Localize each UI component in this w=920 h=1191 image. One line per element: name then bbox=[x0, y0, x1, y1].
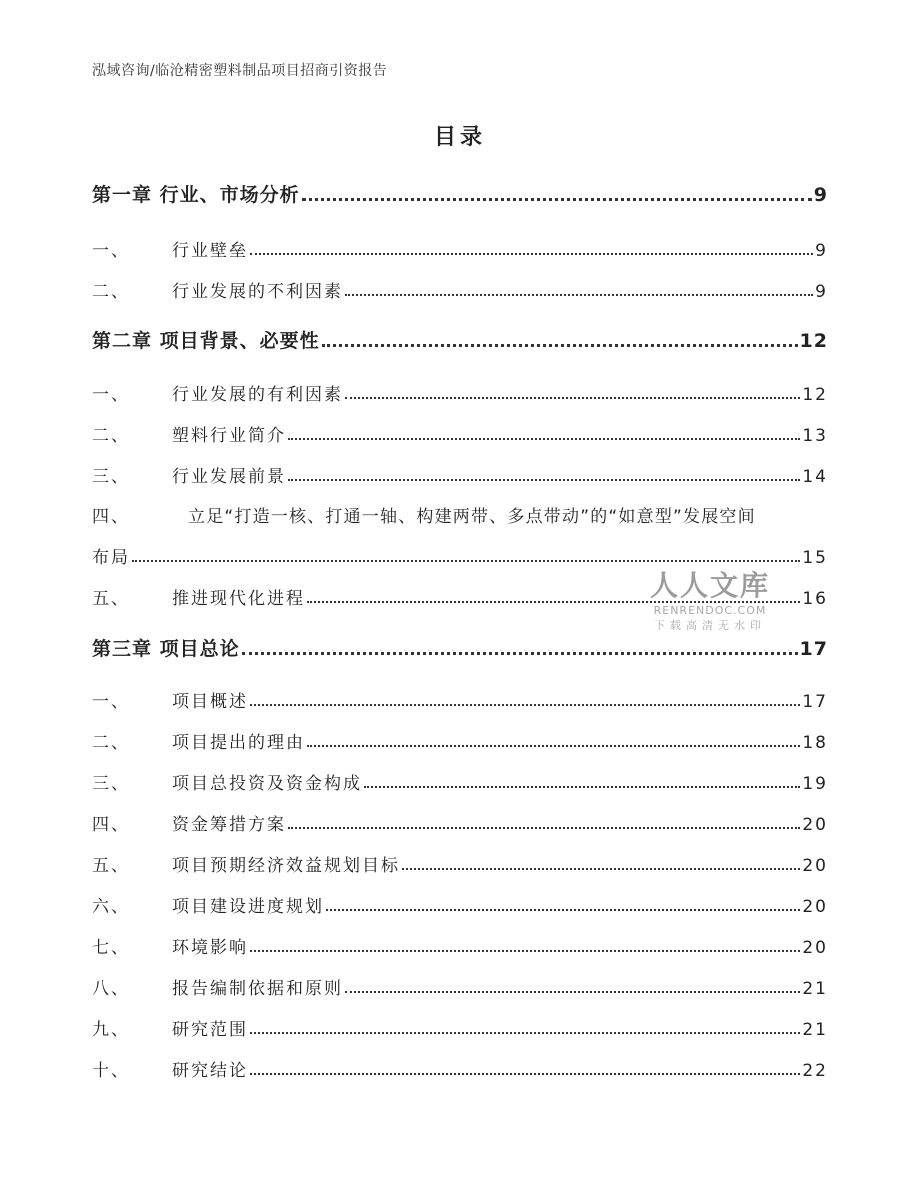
toc-section-2-3[interactable] bbox=[92, 462, 828, 487]
toc-section-3-8[interactable] bbox=[92, 974, 828, 999]
running-header: 泓域咨询/临沧精密塑料制品项目招商引资报告 bbox=[92, 63, 388, 79]
toc-page-number: 19 bbox=[802, 774, 828, 794]
toc-section-2-4[interactable] bbox=[92, 502, 828, 527]
toc-entry-label: 立足“打造一核、打通一轴、构建两带、多点带动”的“如意型”发展空间 bbox=[188, 507, 756, 527]
toc-entry-label: 塑料行业简介 bbox=[172, 426, 286, 446]
dot-leader bbox=[364, 786, 800, 788]
toc-section-3-9[interactable] bbox=[92, 1015, 828, 1040]
toc-section-number: 九、 bbox=[92, 1020, 130, 1040]
toc-section-number: 一、 bbox=[92, 692, 130, 712]
toc-section-number: 十、 bbox=[92, 1061, 130, 1081]
watermark-logo bbox=[640, 564, 780, 633]
dot-leader bbox=[326, 909, 800, 911]
toc-page-number: 15 bbox=[802, 548, 828, 568]
dot-leader bbox=[345, 294, 813, 296]
toc-entry-label: 研究结论 bbox=[172, 1061, 248, 1081]
toc-section-number: 七、 bbox=[92, 938, 130, 958]
toc-section-3-4[interactable] bbox=[92, 810, 828, 835]
toc-section-number: 一、 bbox=[92, 385, 130, 405]
toc-section-number: 五、 bbox=[92, 856, 130, 876]
toc-page-number: 20 bbox=[802, 856, 828, 876]
toc-section-2-1[interactable] bbox=[92, 380, 828, 405]
toc-entry-label: 第一章 行业、市场分析 bbox=[92, 184, 300, 206]
toc-page-number: 20 bbox=[802, 815, 828, 835]
toc-section-number: 五、 bbox=[92, 589, 130, 609]
toc-section-number: 一、 bbox=[92, 241, 130, 261]
toc-entry-label: 行业发展的有利因素 bbox=[172, 385, 343, 405]
toc-page-number: 12 bbox=[799, 330, 828, 352]
toc-chapter-2[interactable] bbox=[92, 326, 828, 353]
toc-page-number: 21 bbox=[802, 1020, 828, 1040]
toc-page-number: 12 bbox=[802, 385, 828, 405]
watermark-tagline: 下载高清无水印 bbox=[654, 619, 766, 632]
toc-section-3-1[interactable] bbox=[92, 687, 828, 712]
toc-page-number: 17 bbox=[802, 692, 828, 712]
dot-leader bbox=[250, 950, 800, 952]
toc-section-3-5[interactable] bbox=[92, 851, 828, 876]
dot-leader bbox=[288, 438, 800, 440]
toc-section-1-1[interactable] bbox=[92, 236, 828, 261]
toc-section-number: 二、 bbox=[92, 282, 130, 302]
toc-entry-label: 项目建设进度规划 bbox=[172, 897, 324, 917]
toc-page-number: 9 bbox=[815, 241, 828, 261]
dot-leader bbox=[302, 198, 812, 201]
toc-page-number: 20 bbox=[802, 897, 828, 917]
toc-page-number: 20 bbox=[802, 938, 828, 958]
toc-section-number: 六、 bbox=[92, 897, 130, 917]
toc-page-number: 22 bbox=[802, 1061, 828, 1081]
toc-section-number: 三、 bbox=[92, 774, 130, 794]
toc-section-number: 二、 bbox=[92, 426, 130, 446]
toc-section-3-3[interactable] bbox=[92, 769, 828, 794]
toc-entry-label: 布局 bbox=[92, 548, 130, 568]
toc-section-2-2[interactable] bbox=[92, 421, 828, 446]
dot-leader bbox=[250, 253, 813, 255]
toc-section-number: 四、 bbox=[92, 815, 130, 835]
dot-leader bbox=[250, 1073, 800, 1075]
toc-page-number: 17 bbox=[799, 638, 828, 660]
toc-page-number: 21 bbox=[802, 979, 828, 999]
toc-section-3-7[interactable] bbox=[92, 933, 828, 958]
toc-entry-label: 项目概述 bbox=[172, 692, 248, 712]
toc-section-1-2[interactable] bbox=[92, 277, 828, 302]
toc-section-number: 八、 bbox=[92, 979, 130, 999]
dot-leader bbox=[288, 827, 800, 829]
toc-entry-label: 研究范围 bbox=[172, 1020, 248, 1040]
dot-leader bbox=[322, 344, 798, 347]
toc-section-3-10[interactable] bbox=[92, 1056, 828, 1081]
toc-entry-label: 行业发展前景 bbox=[172, 467, 286, 487]
dot-leader bbox=[250, 1032, 800, 1034]
toc-entry-label: 项目提出的理由 bbox=[172, 733, 305, 753]
toc-entry-label: 项目预期经济效益规划目标 bbox=[172, 856, 400, 876]
toc-page-number: 13 bbox=[802, 426, 828, 446]
dot-leader bbox=[345, 397, 800, 399]
watermark-brand: 人人文库 bbox=[649, 569, 770, 602]
toc-entry-label: 第二章 项目背景、必要性 bbox=[92, 330, 320, 352]
toc-section-number: 二、 bbox=[92, 733, 130, 753]
toc-page-number: 18 bbox=[802, 733, 828, 753]
toc-entry-label: 资金筹措方案 bbox=[172, 815, 286, 835]
toc-page-number: 9 bbox=[813, 184, 828, 206]
toc-entry-label: 推进现代化进程 bbox=[172, 589, 305, 609]
toc-chapter-1[interactable] bbox=[92, 180, 828, 207]
toc-title: 目录 bbox=[433, 125, 486, 150]
watermark-url: RENRENDOC.COM bbox=[653, 604, 767, 617]
toc-entry-label: 第三章 项目总论 bbox=[92, 638, 240, 660]
toc-section-number: 四、 bbox=[92, 507, 130, 527]
toc-page-number: 9 bbox=[815, 282, 828, 302]
dot-leader bbox=[288, 479, 800, 481]
toc-section-3-6[interactable] bbox=[92, 892, 828, 917]
toc-chapter-3[interactable] bbox=[92, 634, 828, 661]
toc-entry-label: 项目总投资及资金构成 bbox=[172, 774, 362, 794]
dot-leader bbox=[307, 745, 800, 747]
toc-section-3-2[interactable] bbox=[92, 728, 828, 753]
toc-entry-label: 行业发展的不利因素 bbox=[172, 282, 343, 302]
dot-leader bbox=[242, 652, 798, 655]
dot-leader bbox=[132, 560, 800, 562]
dot-leader bbox=[345, 991, 800, 993]
dot-leader bbox=[250, 704, 800, 706]
toc-page-number: 14 bbox=[802, 467, 828, 487]
toc-entry-label: 报告编制依据和原则 bbox=[172, 979, 343, 999]
dot-leader bbox=[402, 868, 800, 870]
toc-entry-label: 环境影响 bbox=[172, 938, 248, 958]
toc-entry-label: 行业壁垒 bbox=[172, 241, 248, 261]
toc-section-number: 三、 bbox=[92, 467, 130, 487]
toc-page-number: 16 bbox=[802, 589, 828, 609]
